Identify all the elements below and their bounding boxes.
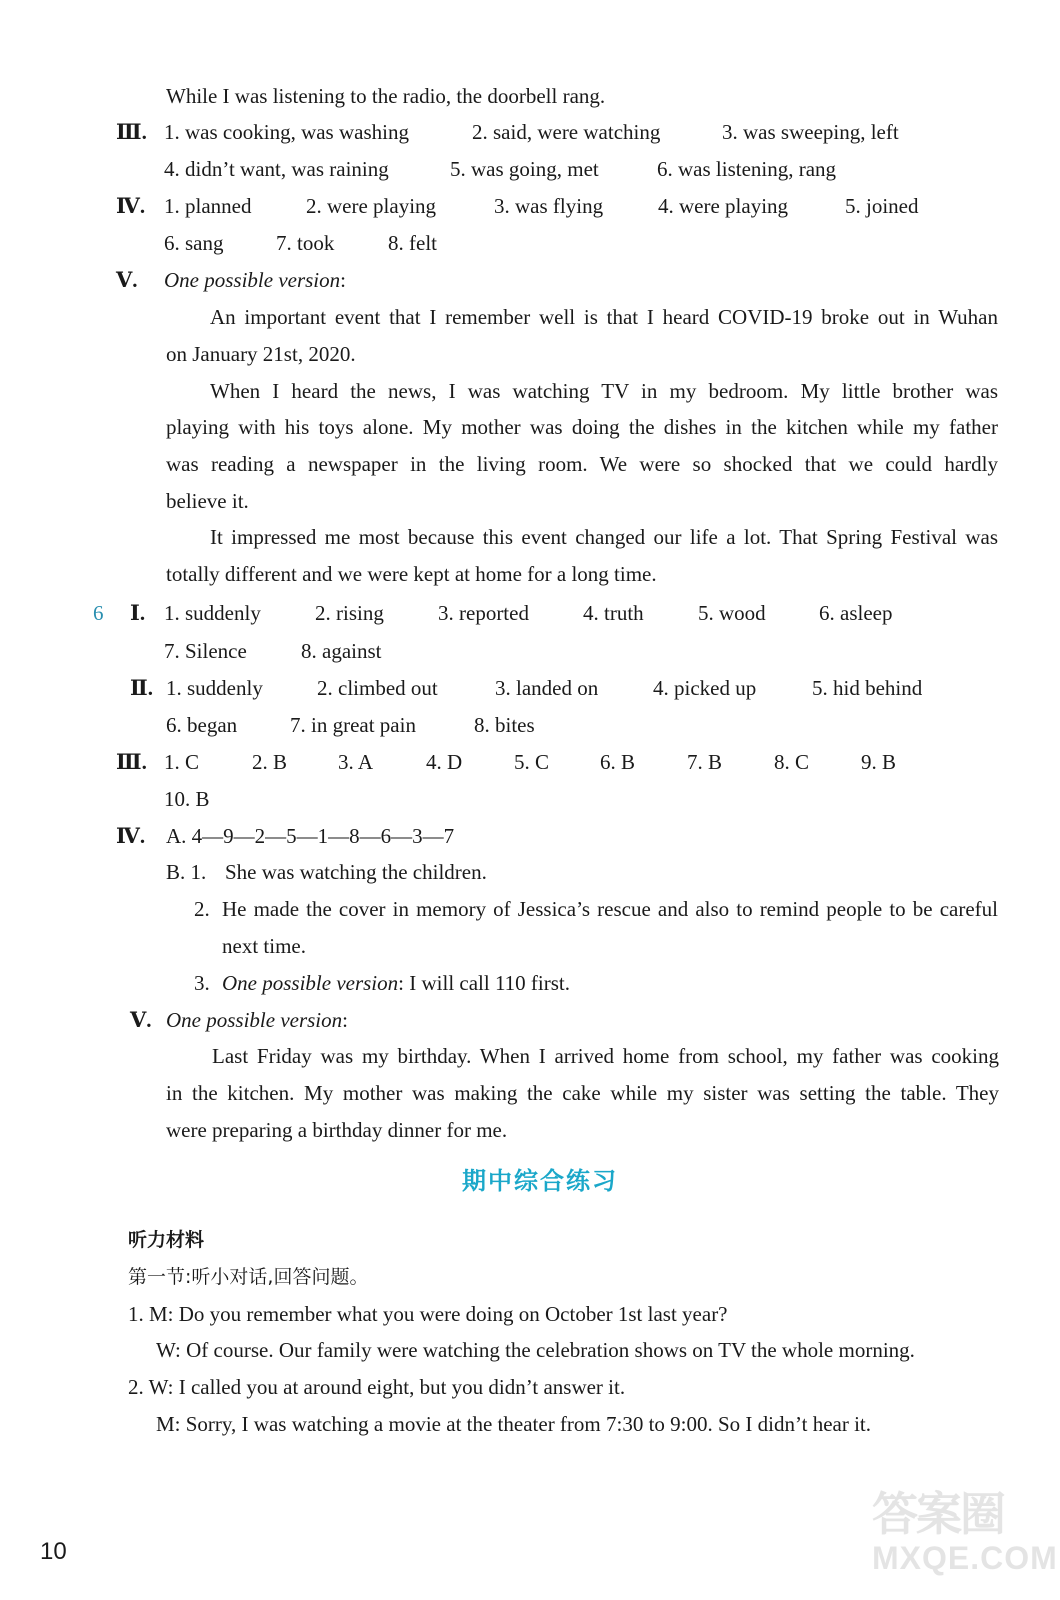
item-label: B. 1.	[166, 860, 207, 884]
section-heading: 期中综合练习	[462, 1167, 618, 1195]
answer-item: 3. A	[338, 750, 374, 774]
unit-number: 6	[93, 601, 104, 625]
answer-item: 2. were playing	[306, 194, 437, 218]
answer-item: 1. suddenly	[164, 601, 261, 625]
intro-colon: :	[342, 1008, 348, 1032]
answer-item: 1. planned	[164, 194, 252, 218]
essay-line: It impressed me most because this event changed our life a lot. That Spring Festival was	[210, 525, 998, 549]
watermark-glyphs: 答案圈	[872, 1487, 1004, 1541]
answer-item: 5. hid behind	[812, 676, 923, 700]
section-label: Ⅴ.	[116, 268, 138, 292]
answer-item: 2. rising	[315, 601, 384, 625]
dialogue-line: W: Of course. Our family were watching the celebration shows on TV the whole morning.	[156, 1338, 915, 1362]
dialogue-line: 2. W: I called you at around eight, but you didn’t answer it.	[128, 1375, 626, 1399]
watermark-text: MXQE.COM	[872, 1540, 1058, 1576]
answer-item: 8. bites	[474, 713, 535, 737]
intro-italic: One possible version	[166, 1008, 343, 1032]
answer-text: He made the cover in memory of Jessica’s rescue and also to remind people to be careful	[222, 897, 998, 921]
section-label: Ⅴ.	[130, 1008, 152, 1032]
answer-item: 8. felt	[388, 231, 437, 255]
answer-item: 6. sang	[164, 231, 224, 255]
essay-line: believe it.	[166, 489, 249, 513]
answer-item: 1. C	[164, 750, 200, 774]
answer-item: 10. B	[164, 787, 210, 811]
listening-title: 听力材料	[128, 1229, 205, 1251]
essay-line: Last Friday was my birthday. When I arrived home from school, my father was cooking	[212, 1044, 999, 1068]
answer-item: 2. B	[252, 750, 288, 774]
intro-italic: One possible version	[164, 268, 341, 292]
essay-line: playing with his toys alone. My mother was doing the dishes in the kitchen while my father	[166, 415, 998, 439]
answer-text: next time.	[222, 934, 306, 958]
essay-line: in the kitchen. My mother was making the cake while my sister was setting the table. They	[166, 1081, 999, 1105]
answer-item: 7. B	[687, 750, 723, 774]
answer-item: 5. wood	[698, 601, 766, 625]
answer-item: 6. B	[600, 750, 636, 774]
answer-item: 3. was sweeping, left	[722, 120, 899, 144]
answer-item: 5. C	[514, 750, 550, 774]
answer-item: 6. asleep	[819, 601, 893, 625]
answer-item: 7. in great pain	[290, 713, 416, 737]
answer-item: 4. were playing	[658, 194, 789, 218]
answer-item: 6. was listening, rang	[657, 157, 837, 181]
answer-sequence: A. 4—9—2—5—1—8—6—3—7	[166, 824, 455, 848]
section-label: Ⅳ.	[116, 824, 146, 848]
answer-item: 4. picked up	[653, 676, 757, 700]
section-label: Ⅲ.	[116, 120, 147, 144]
essay-line: on January 21st, 2020.	[166, 342, 356, 366]
answer-item: 5. joined	[845, 194, 919, 218]
answer-item: 6. began	[166, 713, 238, 737]
section-label: Ⅳ.	[116, 194, 146, 218]
section-label: Ⅰ.	[130, 601, 146, 625]
answer-text: She was watching the children.	[225, 860, 487, 884]
answer-item: 4. D	[426, 750, 463, 774]
item-number: 3.	[194, 971, 210, 995]
essay-line: When I heard the news, I was watching TV in my bedroom. My little brother was	[210, 379, 998, 403]
essay-line: were preparing a birthday dinner for me.	[166, 1118, 508, 1142]
answer-item: 5. was going, met	[450, 157, 599, 181]
answer-item: 3. landed on	[495, 676, 599, 700]
answer-item: 1. was cooking, was washing	[164, 120, 409, 144]
answer-item: 8. against	[301, 639, 382, 663]
page-number: 10	[40, 1538, 67, 1565]
section-label: Ⅱ.	[130, 676, 153, 700]
dialogue-line: 1. M: Do you remember what you were doing on October 1st last year?	[128, 1302, 728, 1326]
section-label: Ⅲ.	[116, 750, 147, 774]
watermark-logo	[872, 1478, 1058, 1588]
answer-text: : I will call 110 first.	[398, 971, 571, 995]
answer-item: 4. didn’t want, was raining	[164, 157, 389, 181]
essay-line: totally different and we were kept at home for a long time.	[166, 562, 657, 586]
answer-line: While I was listening to the radio, the doorbell rang.	[166, 84, 606, 108]
answer-item: 3. was flying	[494, 194, 604, 218]
answer-item: 3. reported	[438, 601, 529, 625]
intro-italic: One possible version	[222, 971, 399, 995]
answer-item: 2. climbed out	[317, 676, 438, 700]
answer-item: 2. said, were watching	[472, 120, 661, 144]
answer-item: 4. truth	[583, 601, 644, 625]
item-number: 2.	[194, 897, 210, 921]
dialogue-line: M: Sorry, I was watching a movie at the theater from 7:30 to 9:00. So I didn’t hear it.	[156, 1412, 872, 1436]
answer-item: 8. C	[774, 750, 810, 774]
essay-line: An important event that I remember well is that I heard COVID-19 broke out in Wuhan	[210, 305, 998, 329]
answer-item: 7. Silence	[164, 639, 247, 663]
part-title: 第一节:听小对话,回答问题。	[128, 1266, 369, 1288]
answer-item: 7. took	[276, 231, 335, 255]
answer-item: 9. B	[861, 750, 897, 774]
answer-item: 1. suddenly	[166, 676, 263, 700]
essay-line: was reading a newspaper in the living room. We were so shocked that we could hardly	[166, 452, 998, 476]
intro-colon: :	[340, 268, 346, 292]
